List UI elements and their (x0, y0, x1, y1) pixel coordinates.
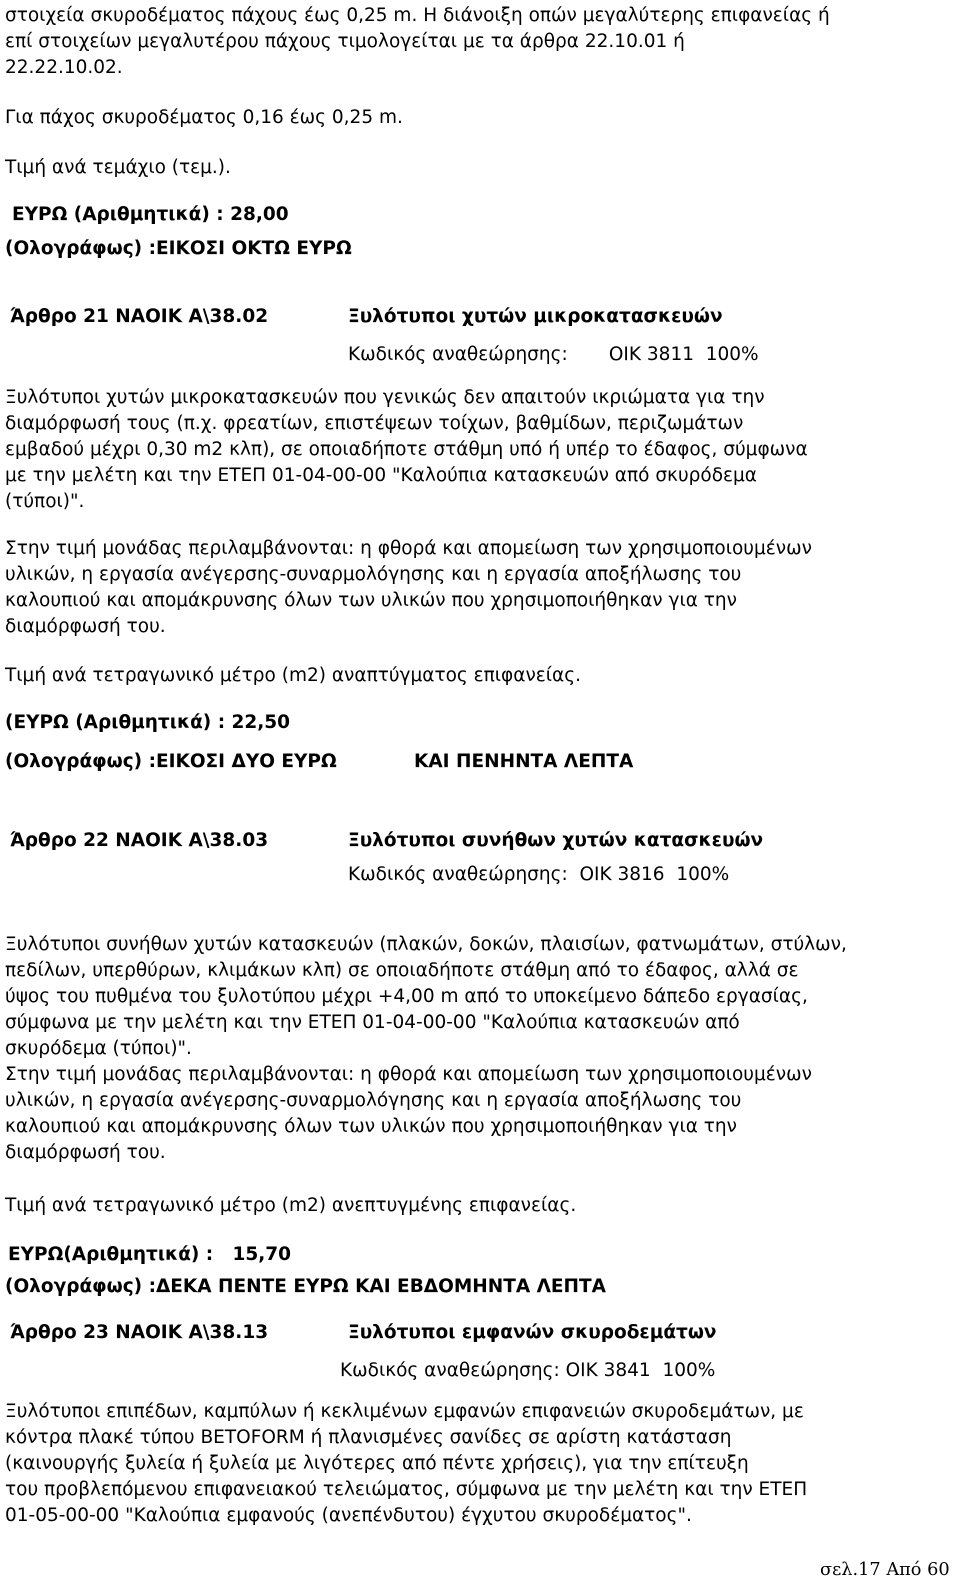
article-title: Ξυλότυποι εμφανών σκυροδεμάτων (348, 1322, 717, 1343)
description-line: του προβλεπόμενου επιφανειακού τελειώματος, σύμφωνα με την μελέτη και την ΕΤΕΠ (5, 1479, 808, 1500)
unit-line: Τιμή ανά τετραγωνικό μέτρο (m2) ανεπτυγμένης επιφανείας. (5, 1195, 577, 1216)
intro-line: στοιχεία σκυροδέματος πάχους έως 0,25 m. Η διάνοιξη οπών μεγαλύτερης επιφανείας ή (5, 5, 830, 26)
inclusions-line: Στην τιμή μονάδας περιλαμβάνονται: η φθορά και απομείωση των χρησιμοποιουμένων (5, 1064, 812, 1085)
price-words: (Ολογράφως) :ΕΙΚΟΣΙ ΔΥΟ ΕΥΡΩ (5, 751, 337, 772)
description-line: (τύποι)". (5, 491, 85, 512)
price-numeric: ΕΥΡΩ (Αριθμητικά) : 28,00 (12, 204, 289, 225)
description-line: πεδίλων, υπερθύρων, κλιμάκων κλπ) σε οποιαδήποτε στάθμη από το έδαφος, αλλά σε (5, 960, 799, 981)
description-line: Ξυλότυποι συνήθων χυτών κατασκευών (πλακών, δοκών, πλαισίων, φατνωμάτων, στύλων, (5, 934, 847, 955)
thickness-line: Για πάχος σκυροδέματος 0,16 έως 0,25 m. (5, 107, 403, 128)
description-line: Ξυλότυποι χυτών μικροκατασκευών που γενικώς δεν απαιτούν ικριώματα για την (5, 387, 765, 408)
description-line: με την μελέτη και την ΕΤΕΠ 01-04-00-00 "Καλούπια κατασκευών από σκυρόδεμα (5, 465, 758, 486)
inclusions-line: υλικών, η εργασία ανέγερσης-συναρμολόγησης και η εργασία αποξήλωσης του (5, 1090, 742, 1111)
price-words: (Ολογράφως) :ΔΕΚΑ ΠΕΝΤΕ ΕΥΡΩ ΚΑΙ ΕΒΔΟΜΗΝΤΑ ΛΕΠΤΑ (5, 1276, 606, 1297)
revision-code: Κωδικός αναθεώρησης: ΟΙΚ 3816 100% (348, 864, 730, 885)
description-line: Ξυλότυποι επιπέδων, καμπύλων ή κεκλιμένων εμφανών επιφανειών σκυροδεμάτων, με (5, 1401, 804, 1422)
description-line: σκυρόδεμα (τύποι)". (5, 1038, 192, 1059)
article-number: Άρθρο 22 ΝΑΟΙΚ Α\38.03 (10, 830, 269, 851)
article-title: Ξυλότυποι συνήθων χυτών κατασκευών (348, 830, 764, 851)
price-numeric: ΕΥΡΩ(Αριθμητικά) : 15,70 (8, 1244, 292, 1265)
price-words-cont: ΚΑΙ ΠΕΝΗΝΤΑ ΛΕΠΤΑ (414, 751, 634, 772)
description-line: κόντρα πλακέ τύπου BETOFORM ή πλανισμένες σανίδες σε αρίστη κατάσταση (5, 1427, 732, 1448)
intro-line: επί στοιχείων μεγαλυτέρου πάχους τιμολογείται με τα άρθρα 22.10.01 ή (5, 31, 685, 52)
inclusions-line: διαμόρφωσή του. (5, 616, 166, 637)
inclusions-line: Στην τιμή μονάδας περιλαμβάνονται: η φθορά και απομείωση των χρησιμοποιουμένων (5, 538, 812, 559)
inclusions-line: υλικών, η εργασία ανέγερσης-συναρμολόγησης και η εργασία αποξήλωσης του (5, 564, 742, 585)
price-words: (Ολογράφως) :ΕΙΚΟΣΙ ΟΚΤΩ ΕΥΡΩ (5, 238, 352, 259)
description-line: διαμόρφωσή τους (π.χ. φρεατίων, επιστέψεων τοίχων, βαθμίδων, περιζωμάτων (5, 413, 744, 434)
article-number: Άρθρο 21 ΝΑΟΙΚ Α\38.02 (10, 306, 269, 327)
description-line: εμβαδού μέχρι 0,30 m2 κλπ), σε οποιαδήποτε στάθμη υπό ή υπέρ το έδαφος, σύμφωνα (5, 439, 808, 460)
description-line: (καινουργής ξυλεία ή ξυλεία με λιγότερες από πέντε χρήσεις), για την επίτευξη (5, 1453, 749, 1474)
inclusions-line: διαμόρφωσή του. (5, 1142, 166, 1163)
article-number: Άρθρο 23 ΝΑΟΙΚ Α\38.13 (10, 1322, 269, 1343)
description-line: 01-05-00-00 "Καλούπια εμφανούς (ανεπένδυτου) έγχυτου σκυροδέματος". (5, 1505, 692, 1526)
price-numeric: (ΕΥΡΩ (Αριθμητικά) : 22,50 (5, 712, 291, 733)
page-number: σελ.17 Από 60 (820, 1559, 950, 1580)
intro-line: 22.22.10.02. (5, 57, 123, 78)
unit-line: Τιμή ανά τεμάχιο (τεμ.). (5, 157, 231, 178)
unit-line: Τιμή ανά τετραγωνικό μέτρο (m2) αναπτύγματος επιφανείας. (5, 665, 581, 686)
description-line: ύψος του πυθμένα του ξυλοτύπου μέχρι +4,00 m από το υποκείμενο δάπεδο εργασίας, (5, 986, 808, 1007)
revision-code: Κωδικός αναθεώρησης: ΟΙΚ 3841 100% (340, 1360, 716, 1381)
article-title: Ξυλότυποι χυτών μικροκατασκευών (348, 306, 723, 327)
inclusions-line: καλουπιού και απομάκρυνσης όλων των υλικών που χρησιμοποιήθηκαν για την (5, 1116, 737, 1137)
inclusions-line: καλουπιού και απομάκρυνσης όλων των υλικών που χρησιμοποιήθηκαν για την (5, 590, 737, 611)
revision-code: Κωδικός αναθεώρησης: ΟΙΚ 3811 100% (348, 344, 759, 365)
description-line: σύμφωνα με την μελέτη και την ΕΤΕΠ 01-04-00-00 "Καλούπια κατασκευών από (5, 1012, 740, 1033)
